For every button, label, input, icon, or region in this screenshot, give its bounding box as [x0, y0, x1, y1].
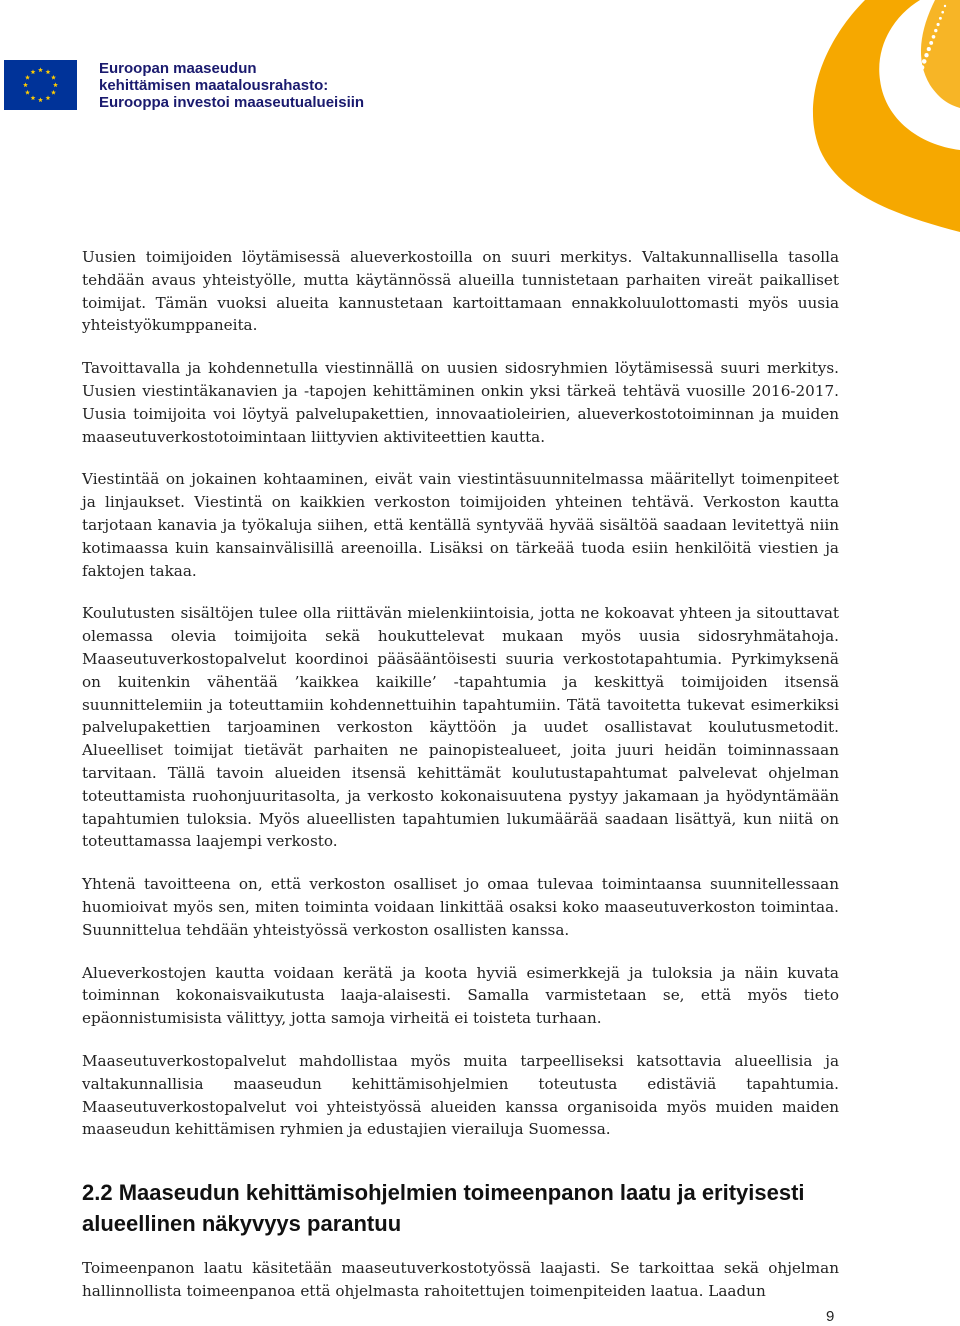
decorative-dot-icon: [932, 35, 936, 39]
decorative-dot-icon: [934, 29, 937, 32]
decorative-dot-icon: [941, 11, 944, 14]
paragraph: Yhtenä tavoitteena on, että verkoston osalliset jo omaa tulevaa toimintaansa suunnitellessaan huomioivat myös sen, miten toiminta voidaan linkittää osaksi koko maaseutuverkoston toimintaa. Suunnittelua tehdään yhteistyössä verkoston osallisten kanssa.: [82, 875, 839, 939]
decorative-dot-icon: [937, 23, 940, 26]
eu-logo-text: [99, 60, 364, 111]
decorative-dot-icon: [929, 41, 933, 45]
decorative-corner-swoosh: [745, 0, 960, 235]
page-number: 9: [826, 1308, 835, 1325]
decorative-dot-icon: [917, 71, 922, 76]
paragraph: Viestintää on jokainen kohtaaminen, eivät vain viestintäsuunnitelmassa määritellyt toimenpiteet ja linjaukset. Viestintä on kaikkien verkoston toimijoiden yhteinen tehtävä. Verkoston kautta tarjotaan kanavia ja työkaluja siihen, että kentällä syntyvää hyvää sisältöä saadaan levitettyä niin kotimaassa kuin kansainvälisillä areenoilla. Lisäksi on tärkeää tuoda esiin henkilöitä viestien ja faktojen takaa.: [82, 470, 839, 580]
paragraph: Tavoittavalla ja kohdennetulla viestinnällä on uusien sidosryhmien löytämisessä suuri merkitys. Uusien viestintäkanavien ja -tapojen kehittäminen onkin yksi tärkeä tehtävä vuosille 2016-2017. Uusia toimijoita voi löytyä palvelupakettien, innovaatioleirien, alueverkostotoiminnan ja muiden maaseutuverkostotoimintaan liittyvien aktiviteettien kautta.: [82, 359, 839, 446]
paragraph: Koulutusten sisältöjen tulee olla riittävän mielenkiintoisia, jotta ne kokoavat yhteen ja sitouttavat olemassa olevia toimijoita sekä houkuttelevat mukaan myös uusia sidosryhmätahoja. Maaseutuverkostopalvelut koordinoi pääsääntöisesti suuria verkostotapahtumia. Pyrkimyksenä on kuitenkin vähentää ’kaikkea kaikille’ -tapahtumia ja keskittyä toimijoiden itsensä suunnittelemiin ja toteuttamiin kohdennettuihin tapahtumiin. Tätä tavoitetta tukevat esimerkiksi palvelupakettien tarjoaminen verkoston käyttöön ja uudet osallistavat koulutusmetodit. Alueelliset toimijat tietävät parhaiten ne painopistealueet, joita juuri heidän toiminnassaan tarvitaan. Tällä tavoin alueiden itsensä kehittämät koulutustapahtumat palvelevat ohjelman toteuttamista ruohonjuuritasolta, ja verkosto kokonaisuutena pystyy jakamaan ja hyödyntämään tapahtumien tuloksia. Myös alueellisten tapahtumien lukumäärää saadaan lisättyä, kun niitä on toteuttamassa laajempi verkosto.: [82, 604, 839, 851]
decorative-dot-icon: [944, 5, 946, 7]
paragraph: Uusien toimijoiden löytämisessä alueverkostoilla on suuri merkitys. Valtakunnallisella tasolla tehdään avaus yhteistyölle, mutta käytännössä alueilla tunnistetaan parhaiten vireät paikalliset toimijat. Tämän vuoksi alueita kannustetaan kartoittamaan ennakkoluulottomasti myös uusia yhteistyökumppaneita.: [82, 248, 839, 335]
decorative-dot-icon: [919, 65, 924, 70]
eu-flag-icon: [4, 60, 77, 110]
eu-logo-line: Euroopan maaseudun: [99, 60, 257, 77]
decorative-dot-icon: [939, 17, 942, 20]
decorative-dot-icon: [912, 83, 918, 89]
decorative-dot-icon: [924, 53, 928, 57]
paragraph: Maaseutuverkostopalvelut mahdollistaa myös muita tarpeelliseksi katsottavia alueellisia ja valtakunnallisia maaseudun kehittämisohjelmien toteutusta edistäviä tapahtumia. Maaseutuverkostopalvelut voi yhteistyössä alueiden kanssa organisoida myös muiden maiden maaseudun kehittämisen ryhmien ja edustajien vierailuja Suomessa.: [82, 1051, 839, 1139]
eu-logo-line: Eurooppa investoi maaseutualueisiin: [99, 94, 365, 111]
decorative-dot-icon: [927, 47, 931, 51]
eu-logo-line: kehittämisen maatalousrahasto:: [99, 77, 329, 94]
section-heading: 2.2 Maaseudun kehittämisohjelmien toimeenpanon laatu ja erityisesti alueellinen näkyvyys parantuu: [82, 1180, 805, 1237]
decorative-dot-icon: [915, 77, 920, 82]
paragraph: Alueverkostojen kautta voidaan kerätä ja koota hyviä esimerkkejä ja tuloksia ja näin kuvata toiminnan kokonaisvaikutusta laaja-alaisesti. Samalla varmistetaan se, että myös tieto epäonnistumisista välittyy, jotta samoja virheitä ei toisteta turhaan.: [82, 963, 839, 1028]
eu-logo: [4, 60, 365, 112]
document-body: [82, 246, 839, 1323]
paragraph: Toimeenpanon laatu käsitetään maaseutuverkostotyössä laajasti. Se tarkoittaa sekä ohjelman hallinnollista toimeenpanoa että ohjelmasta rahoitettujen toimenpiteiden laatua. Laadun: [82, 1259, 839, 1300]
decorative-dot-icon: [922, 59, 927, 64]
